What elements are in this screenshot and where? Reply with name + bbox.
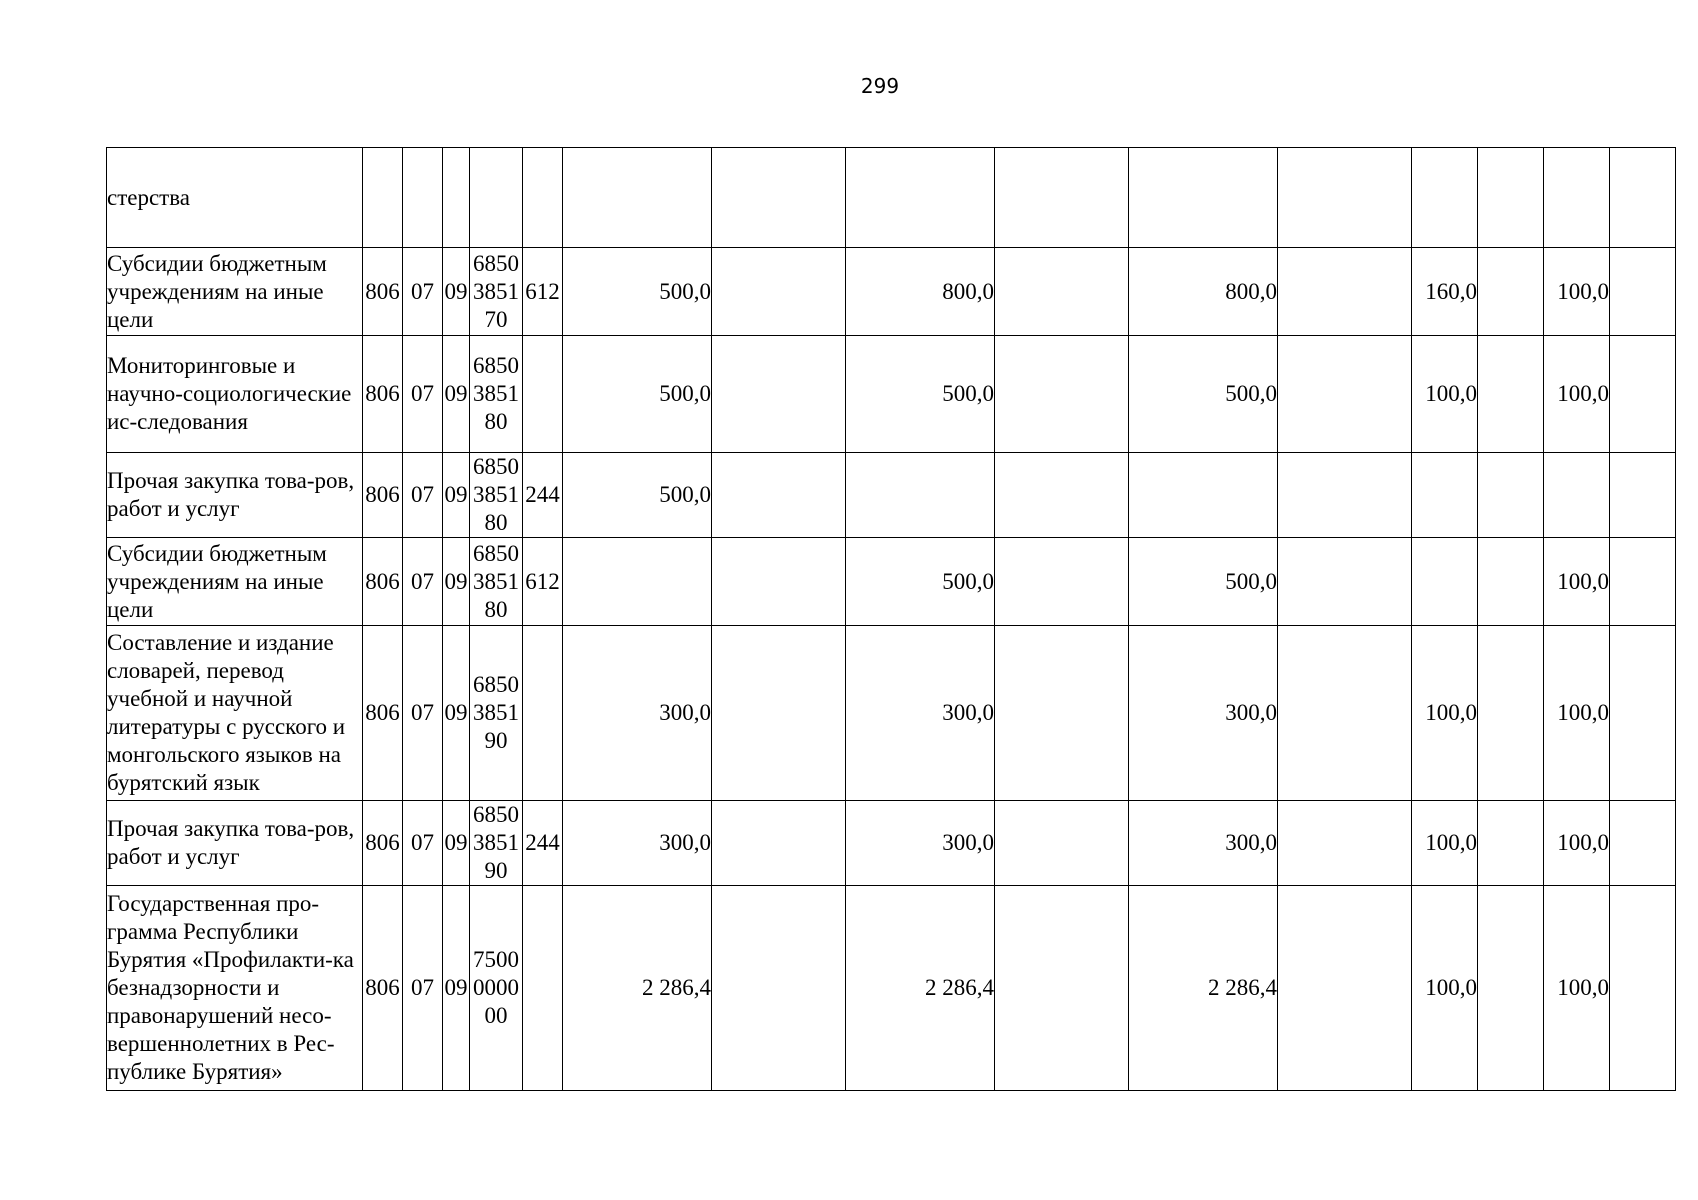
percent-1-cell	[1412, 453, 1478, 538]
grbs-code-cell: 806	[363, 336, 403, 453]
percent-1-cell: 100,0	[1412, 626, 1478, 801]
expense-type-cell: 612	[523, 248, 563, 336]
target-article-cell	[470, 453, 523, 538]
empty-cell	[1278, 453, 1412, 538]
amount-1-cell: 500,0	[563, 336, 712, 453]
grbs-code-cell: 806	[363, 886, 403, 1091]
grbs-code-cell: 806	[363, 626, 403, 801]
amount-2-cell: 2 286,4	[846, 886, 995, 1091]
percent-2-cell: 100,0	[1544, 538, 1610, 626]
percent-2-cell: 100,0	[1544, 626, 1610, 801]
table-row	[107, 626, 1676, 801]
amount-1-cell	[563, 148, 712, 248]
empty-cell	[1278, 886, 1412, 1091]
empty-cell	[1610, 336, 1676, 453]
empty-cell	[995, 148, 1129, 248]
percent-2-cell: 100,0	[1544, 248, 1610, 336]
section-code-cell: 07	[403, 801, 443, 886]
empty-cell	[1278, 538, 1412, 626]
empty-cell	[1610, 148, 1676, 248]
percent-1-cell	[1412, 148, 1478, 248]
expense-type-cell: 244	[523, 801, 563, 886]
amount-3-cell: 500,0	[1129, 336, 1278, 453]
percent-1-cell	[1412, 538, 1478, 626]
section-code-cell: 07	[403, 538, 443, 626]
target-article-line: 3851	[473, 700, 519, 725]
row-name-cell: Субсидии бюджетным учреждениям на иные цели	[107, 538, 363, 626]
empty-cell	[1610, 626, 1676, 801]
target-article-line: 3851	[473, 830, 519, 855]
target-article-line: 80	[484, 510, 508, 535]
empty-cell	[712, 801, 846, 886]
target-article-line: 3851	[473, 278, 519, 304]
table-row	[107, 801, 1676, 886]
target-article-line: 6850	[473, 353, 519, 378]
budget-table	[106, 147, 1676, 1091]
amount-2-cell: 300,0	[846, 626, 995, 801]
subsection-code-cell: 09	[443, 801, 470, 886]
table-row	[107, 148, 1676, 248]
target-article-line: 7500	[473, 947, 519, 972]
percent-2-cell	[1544, 148, 1610, 248]
table-row	[107, 538, 1676, 626]
section-code-cell: 07	[403, 336, 443, 453]
row-name-cell: стерства	[107, 148, 363, 248]
target-article-line: 3851	[473, 482, 519, 507]
target-article-line: 3851	[473, 381, 519, 406]
section-code-cell: 07	[403, 626, 443, 801]
empty-cell	[712, 148, 846, 248]
empty-cell	[712, 626, 846, 801]
empty-cell	[995, 538, 1129, 626]
subsection-code-cell: 09	[443, 248, 470, 336]
target-article-cell	[470, 886, 523, 1091]
empty-cell	[1478, 453, 1544, 538]
empty-cell	[995, 248, 1129, 336]
amount-2-cell: 300,0	[846, 801, 995, 886]
target-article-cell	[470, 248, 523, 336]
table-row	[107, 453, 1676, 538]
subsection-code-cell: 09	[443, 886, 470, 1091]
amount-2-cell: 800,0	[846, 248, 995, 336]
empty-cell	[1478, 886, 1544, 1091]
percent-1-cell: 100,0	[1412, 801, 1478, 886]
empty-cell	[1610, 453, 1676, 538]
table-row	[107, 248, 1676, 336]
expense-type-cell	[523, 148, 563, 248]
empty-cell	[712, 336, 846, 453]
expense-type-cell	[523, 886, 563, 1091]
empty-cell	[995, 626, 1129, 801]
subsection-code-cell	[443, 148, 470, 248]
target-article-cell	[470, 148, 523, 248]
row-name-cell: Субсидии бюджетным учреждениям на иные цели	[107, 248, 363, 336]
amount-3-cell: 300,0	[1129, 801, 1278, 886]
empty-cell	[1478, 626, 1544, 801]
expense-type-cell	[523, 336, 563, 453]
amount-3-cell	[1129, 148, 1278, 248]
target-article-line: 80	[484, 596, 508, 622]
target-article-cell	[470, 626, 523, 801]
amount-2-cell	[846, 453, 995, 538]
target-article-line: 70	[484, 306, 508, 332]
grbs-code-cell: 806	[363, 801, 403, 886]
amount-2-cell: 500,0	[846, 336, 995, 453]
section-code-cell: 07	[403, 886, 443, 1091]
percent-2-cell: 100,0	[1544, 336, 1610, 453]
target-article-line: 90	[484, 728, 508, 753]
grbs-code-cell: 806	[363, 453, 403, 538]
amount-1-cell: 2 286,4	[563, 886, 712, 1091]
section-code-cell	[403, 148, 443, 248]
empty-cell	[1610, 886, 1676, 1091]
amount-3-cell: 800,0	[1129, 248, 1278, 336]
amount-1-cell: 500,0	[563, 453, 712, 538]
row-name-cell: Государственная про-грамма Республики Бурятия «Профилакти-ка безнадзорности и правонарушений несо-вершеннолетних в Рес-публике Бурятия»	[107, 886, 363, 1091]
target-article-cell	[470, 538, 523, 626]
amount-1-cell: 500,0	[563, 248, 712, 336]
empty-cell	[1610, 801, 1676, 886]
target-article-line: 0000	[473, 975, 519, 1000]
section-code-cell: 07	[403, 248, 443, 336]
empty-cell	[1278, 248, 1412, 336]
empty-cell	[1478, 801, 1544, 886]
empty-cell	[1278, 336, 1412, 453]
empty-cell	[1610, 248, 1676, 336]
amount-3-cell	[1129, 453, 1278, 538]
amount-1-cell: 300,0	[563, 626, 712, 801]
grbs-code-cell: 806	[363, 248, 403, 336]
grbs-code-cell	[363, 148, 403, 248]
table-row	[107, 886, 1676, 1091]
target-article-line: 90	[484, 858, 508, 883]
target-article-line: 6850	[473, 540, 519, 566]
target-article-line: 80	[484, 409, 508, 434]
empty-cell	[1478, 148, 1544, 248]
target-article-cell	[470, 336, 523, 453]
target-article-line: 6850	[473, 250, 519, 276]
section-code-cell: 07	[403, 453, 443, 538]
percent-1-cell: 100,0	[1412, 886, 1478, 1091]
row-name-cell: Мониторинговые и научно-социологические ис-следования	[107, 336, 363, 453]
expense-type-cell: 612	[523, 538, 563, 626]
percent-1-cell: 100,0	[1412, 336, 1478, 453]
row-name-cell: Составление и издание словарей, перевод учебной и научной литературы с русского и монгольского языков на бурятский язык	[107, 626, 363, 801]
row-name-cell: Прочая закупка това-ров, работ и услуг	[107, 801, 363, 886]
empty-cell	[1478, 248, 1544, 336]
empty-cell	[1278, 801, 1412, 886]
empty-cell	[1278, 626, 1412, 801]
target-article-line: 6850	[473, 454, 519, 479]
subsection-code-cell: 09	[443, 453, 470, 538]
table-row	[107, 336, 1676, 453]
empty-cell	[995, 801, 1129, 886]
grbs-code-cell: 806	[363, 538, 403, 626]
percent-1-cell: 160,0	[1412, 248, 1478, 336]
empty-cell	[712, 248, 846, 336]
empty-cell	[995, 336, 1129, 453]
amount-3-cell: 500,0	[1129, 538, 1278, 626]
row-name-cell: Прочая закупка това-ров, работ и услуг	[107, 453, 363, 538]
target-article-line: 6850	[473, 802, 519, 827]
empty-cell	[1478, 538, 1544, 626]
target-article-line: 00	[484, 1003, 508, 1028]
subsection-code-cell: 09	[443, 336, 470, 453]
amount-2-cell	[846, 148, 995, 248]
amount-3-cell: 2 286,4	[1129, 886, 1278, 1091]
target-article-line: 6850	[473, 672, 519, 697]
amount-3-cell: 300,0	[1129, 626, 1278, 801]
empty-cell	[712, 538, 846, 626]
empty-cell	[995, 886, 1129, 1091]
expense-type-cell	[523, 626, 563, 801]
empty-cell	[1478, 336, 1544, 453]
percent-2-cell: 100,0	[1544, 886, 1610, 1091]
page-number: 299	[860, 74, 900, 98]
target-article-line: 3851	[473, 568, 519, 594]
subsection-code-cell: 09	[443, 538, 470, 626]
target-article-cell	[470, 801, 523, 886]
empty-cell	[712, 886, 846, 1091]
empty-cell	[1278, 148, 1412, 248]
amount-1-cell	[563, 538, 712, 626]
empty-cell	[712, 453, 846, 538]
amount-2-cell: 500,0	[846, 538, 995, 626]
amount-1-cell: 300,0	[563, 801, 712, 886]
expense-type-cell: 244	[523, 453, 563, 538]
empty-cell	[1610, 538, 1676, 626]
empty-cell	[995, 453, 1129, 538]
percent-2-cell: 100,0	[1544, 801, 1610, 886]
percent-2-cell	[1544, 453, 1610, 538]
subsection-code-cell: 09	[443, 626, 470, 801]
